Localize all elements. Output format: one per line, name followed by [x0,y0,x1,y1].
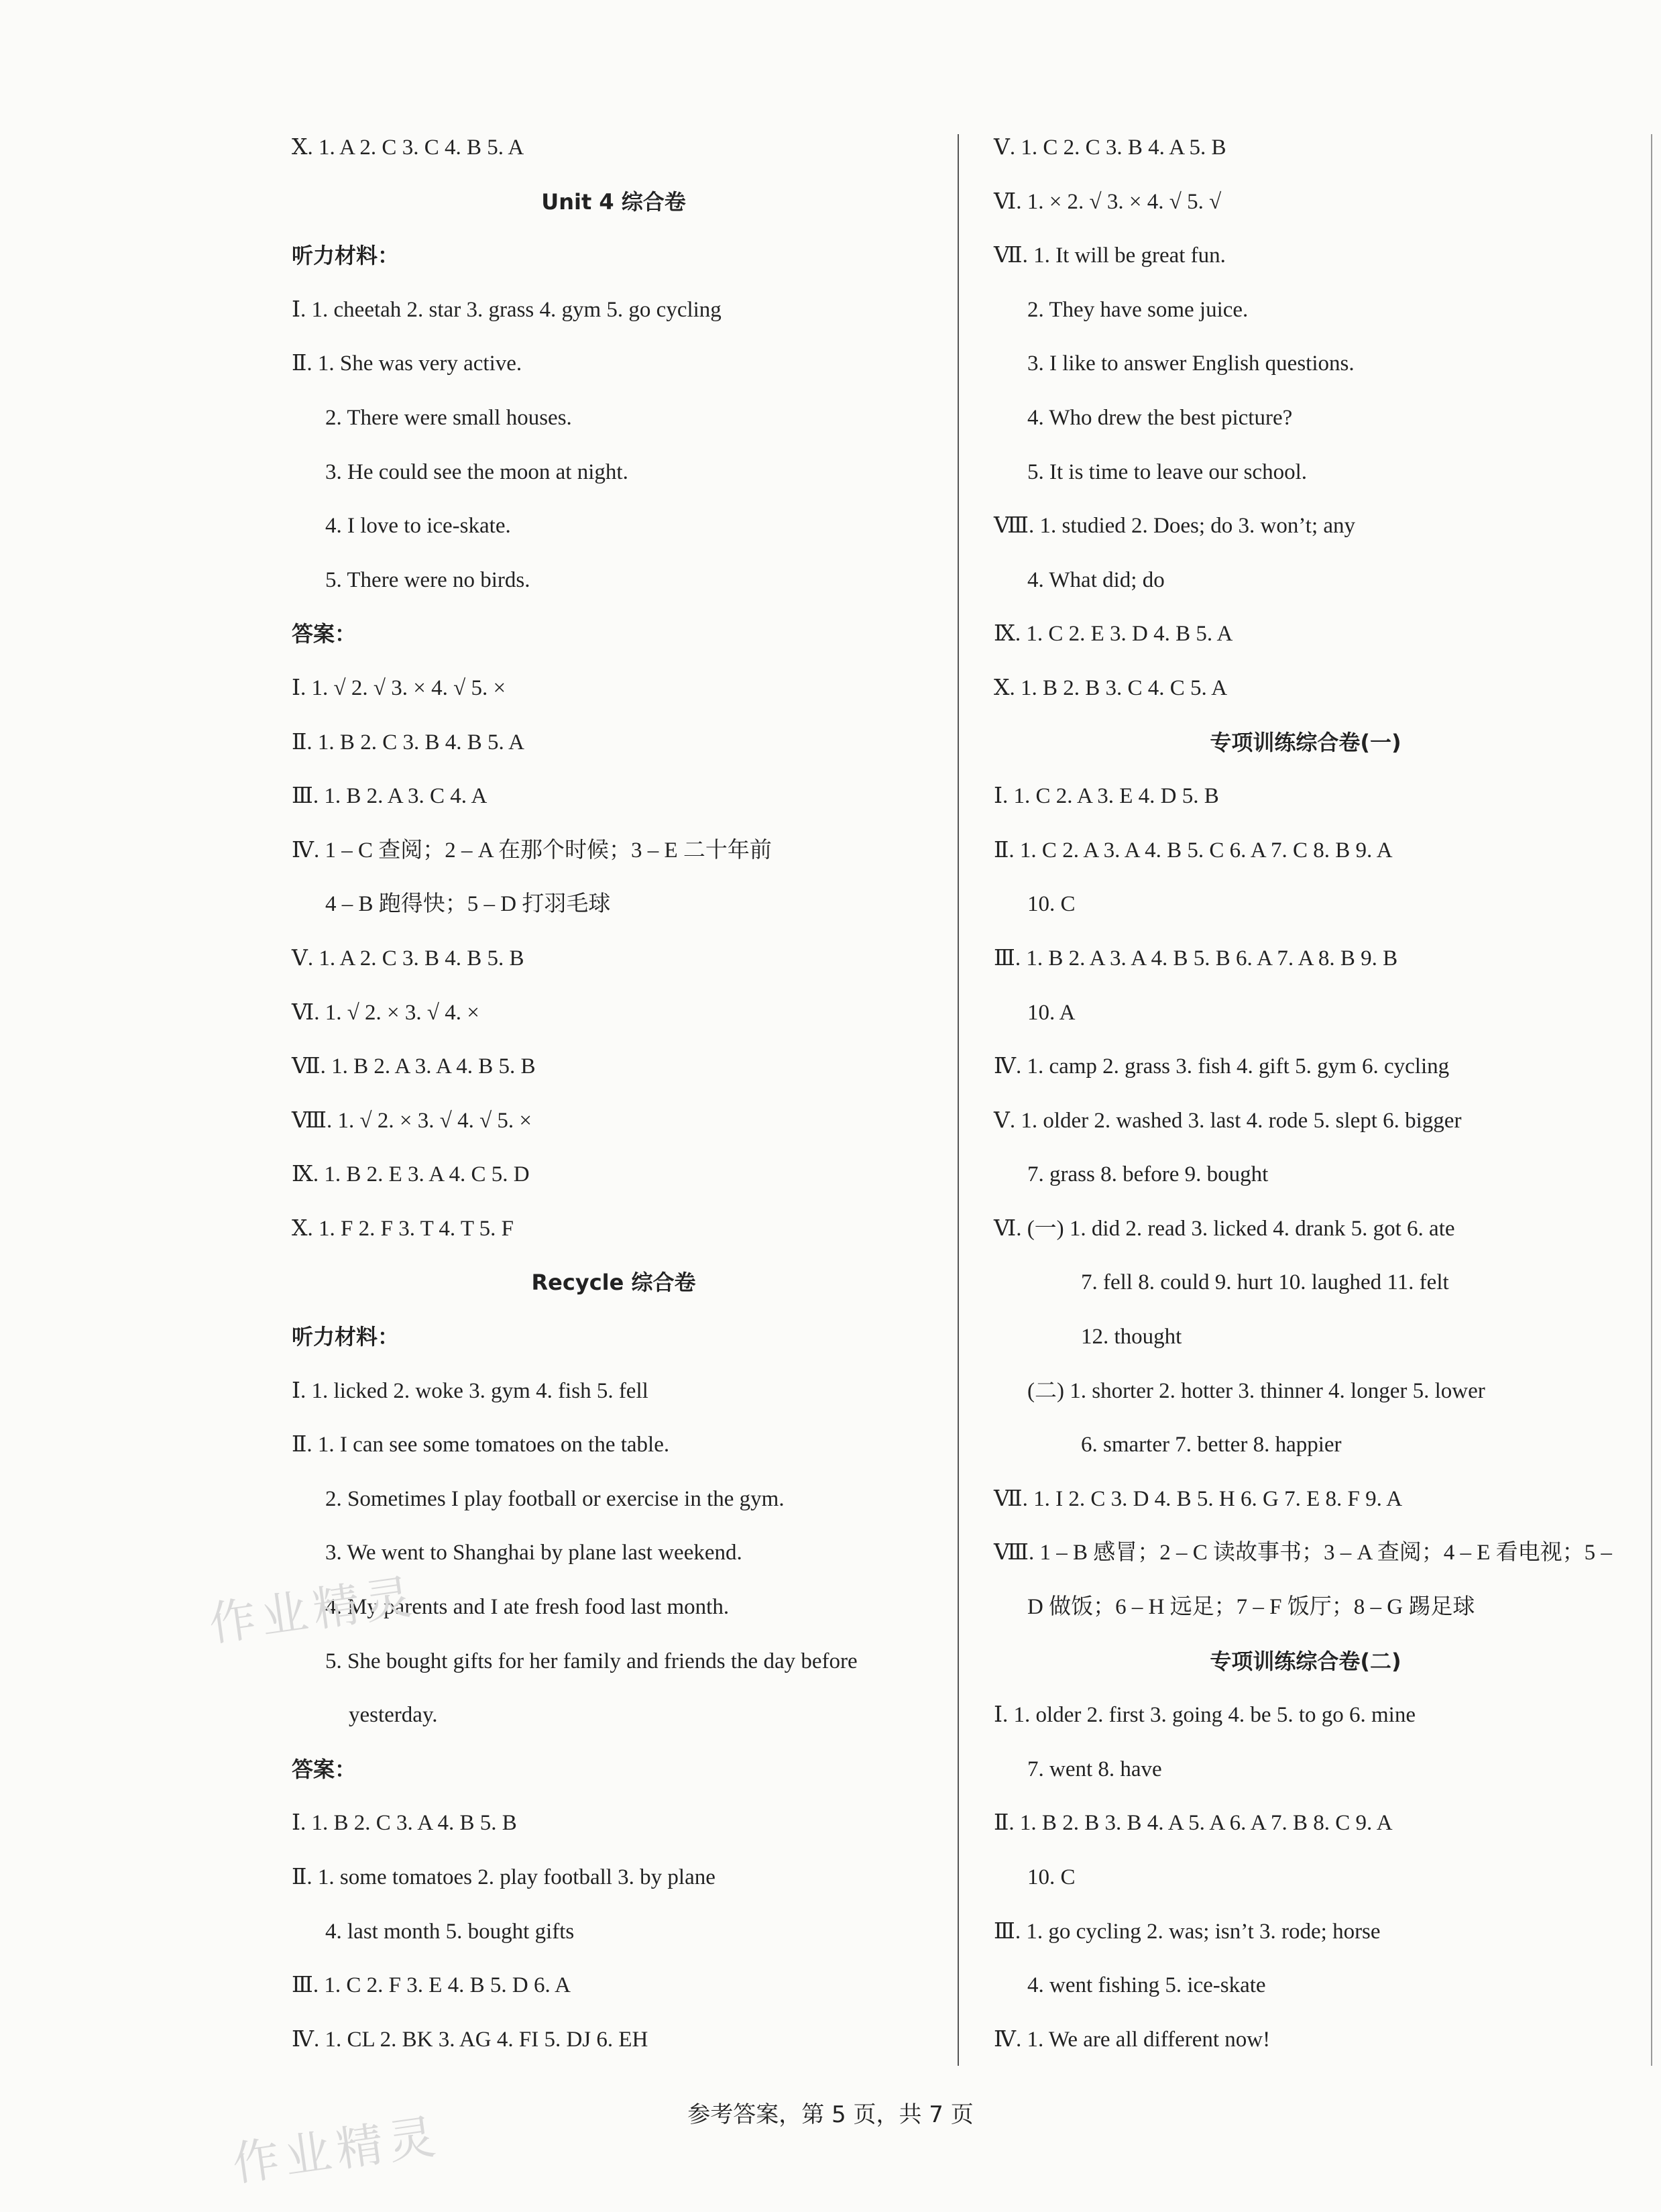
answer-line: yesterday. [349,1703,438,1728]
answer-line: Ⅸ. 1. B 2. E 3. A 4. C 5. D [292,1162,530,1187]
answer-line: Ⅶ. 1. B 2. A 3. A 4. B 5. B [292,1054,536,1079]
answer-line: 2. There were small houses. [325,405,572,430]
answer-line: 4. What did; do [1027,567,1165,592]
answer-line: Ⅹ. 1. A 2. C 3. C 4. B 5. A [292,135,524,160]
answer-line: Ⅱ. 1. She was very active. [292,351,522,376]
answer-line: 10. C [1027,892,1076,917]
right-column [994,121,1617,2066]
section-label: 听力材料： [292,243,400,269]
answer-line: Ⅵ. 1. × 2. √ 3. × 4. √ 5. √ [994,189,1222,214]
answer-line: Ⅹ. 1. B 2. B 3. C 4. C 5. A [994,675,1228,700]
answer-line: Ⅸ. 1. C 2. E 3. D 4. B 5. A [994,622,1233,647]
answer-line: Ⅶ. 1. It will be great fun. [994,243,1226,268]
answer-line: Ⅰ. 1. C 2. A 3. E 4. D 5. B [994,784,1219,809]
answer-line: Ⅷ. 1 – B 感冒；2 – C 读故事书；3 – A 查阅；4 – E 看电视；5 – [994,1541,1612,1565]
answer-line: Ⅰ. 1. √ 2. √ 3. × 4. √ 5. × [292,675,506,700]
answer-line: Ⅰ. 1. cheetah 2. star 3. grass 4. gym 5. go cycling [292,297,722,322]
answer-line: Ⅵ. 1. √ 2. × 3. √ 4. × [292,1000,479,1025]
section-title: 专项训练综合卷(二) [1210,1648,1401,1674]
answer-line: 7. fell 8. could 9. hurt 10. laughed 11. felt [1081,1270,1449,1295]
answer-line: Ⅱ. 1. B 2. B 3. B 4. A 5. A 6. A 7. B 8. C 9. A [994,1811,1393,1836]
section-label: 答案： [292,1756,357,1782]
answer-line: Ⅲ. 1. B 2. A 3. C 4. A [292,784,488,809]
section-title: 专项训练综合卷(一) [1210,729,1401,755]
page-footer: 参考答案，第 5 页，共 7 页 [687,2101,974,2128]
answer-line: Ⅹ. 1. F 2. F 3. T 4. T 5. F [292,1216,514,1241]
answer-line: Ⅰ. 1. licked 2. woke 3. gym 4. fish 5. fell [292,1378,648,1403]
answer-line: Ⅲ. 1. C 2. F 3. E 4. B 5. D 6. A [292,1973,571,1998]
answer-line: 4. My parents and I ate fresh food last month. [325,1595,730,1620]
section-label: 听力材料： [292,1324,400,1350]
answer-line: Ⅶ. 1. I 2. C 3. D 4. B 5. H 6. G 7. E 8. F 9. A [994,1486,1403,1511]
column-divider [958,134,959,2066]
answer-line: 10. C [1027,1865,1076,1889]
answer-line: Ⅴ. 1. older 2. washed 3. last 4. rode 5. slept 6. bigger [994,1108,1462,1133]
section-title: Recycle 综合卷 [531,1270,696,1296]
answer-line: Ⅴ. 1. A 2. C 3. B 4. B 5. B [292,946,524,971]
answer-line: Ⅳ. 1 – C 查阅；2 – A 在那个时候；3 – E 二十年前 [292,838,772,863]
answer-line: Ⅷ. 1. studied 2. Does; do 3. won’t; any [994,514,1356,539]
answer-line: 4. I love to ice-skate. [325,514,511,539]
answer-line: Ⅲ. 1. go cycling 2. was; isn’t 3. rode; horse [994,1919,1381,1944]
answer-line: Ⅳ. 1. We are all different now! [994,2027,1271,2052]
section-title: Unit 4 综合卷 [541,188,686,215]
answer-line: 10. A [1027,1000,1076,1025]
answer-line: Ⅳ. 1. CL 2. BK 3. AG 4. FI 5. DJ 6. EH [292,2027,648,2052]
answer-line: 3. We went to Shanghai by plane last weekend. [325,1541,742,1565]
watermark: 作业精灵 [205,1568,420,1653]
answer-line: Ⅲ. 1. B 2. A 3. A 4. B 5. B 6. A 7. A 8. B 9. B [994,946,1398,971]
answer-line: Ⅱ. 1. B 2. C 3. B 4. B 5. A [292,730,524,755]
answer-line: Ⅱ. 1. I can see some tomatoes on the table. [292,1433,670,1457]
answer-line: 3. I like to answer English questions. [1027,351,1355,376]
answer-line: Ⅴ. 1. C 2. C 3. B 4. A 5. B [994,135,1226,160]
section-label: 答案： [292,621,357,647]
left-column [292,121,935,2066]
answer-line: D 做饭；6 – H 远足；7 – F 饭厅；8 – G 踢足球 [1027,1595,1475,1620]
answer-line: 4. went fishing 5. ice-skate [1027,1973,1266,1998]
answer-line: 2. Sometimes I play football or exercise in the gym. [325,1486,785,1511]
answer-line: 4. last month 5. bought gifts [325,1919,575,1944]
answer-line: Ⅳ. 1. camp 2. grass 3. fish 4. gift 5. gym 6. cycling [994,1054,1450,1079]
answer-line: 12. thought [1081,1325,1182,1349]
answer-line: 2. They have some juice. [1027,297,1249,322]
watermark: 作业精灵 [229,2108,444,2193]
answer-line: 4. Who drew the best picture? [1027,405,1293,430]
answer-line: Ⅱ. 1. some tomatoes 2. play football 3. by plane [292,1865,715,1889]
answer-line: 5. It is time to leave our school. [1027,459,1307,484]
answer-line: 7. went 8. have [1027,1757,1162,1781]
page-edge-line [1651,134,1652,2066]
answer-line: 6. smarter 7. better 8. happier [1081,1433,1342,1457]
answer-line: Ⅰ. 1. older 2. first 3. going 4. be 5. to go 6. mine [994,1703,1416,1728]
answer-line: Ⅰ. 1. B 2. C 3. A 4. B 5. B [292,1811,517,1836]
answer-line: 7. grass 8. before 9. bought [1027,1162,1269,1187]
answer-line: 5. She bought gifts for her family and friends the day before [325,1649,858,1673]
answer-line: Ⅱ. 1. C 2. A 3. A 4. B 5. C 6. A 7. C 8. B 9. A [994,838,1393,863]
answer-line: 3. He could see the moon at night. [325,459,628,484]
answer-line: 5. There were no birds. [325,567,530,592]
answer-line: Ⅵ. (一) 1. did 2. read 3. licked 4. drank 5. got 6. ate [994,1216,1455,1241]
answer-line: 4 – B 跑得快；5 – D 打羽毛球 [325,892,611,917]
answer-line: (二) 1. shorter 2. hotter 3. thinner 4. longer 5. lower [1027,1378,1485,1403]
answer-line: Ⅷ. 1. √ 2. × 3. √ 4. √ 5. × [292,1108,532,1133]
